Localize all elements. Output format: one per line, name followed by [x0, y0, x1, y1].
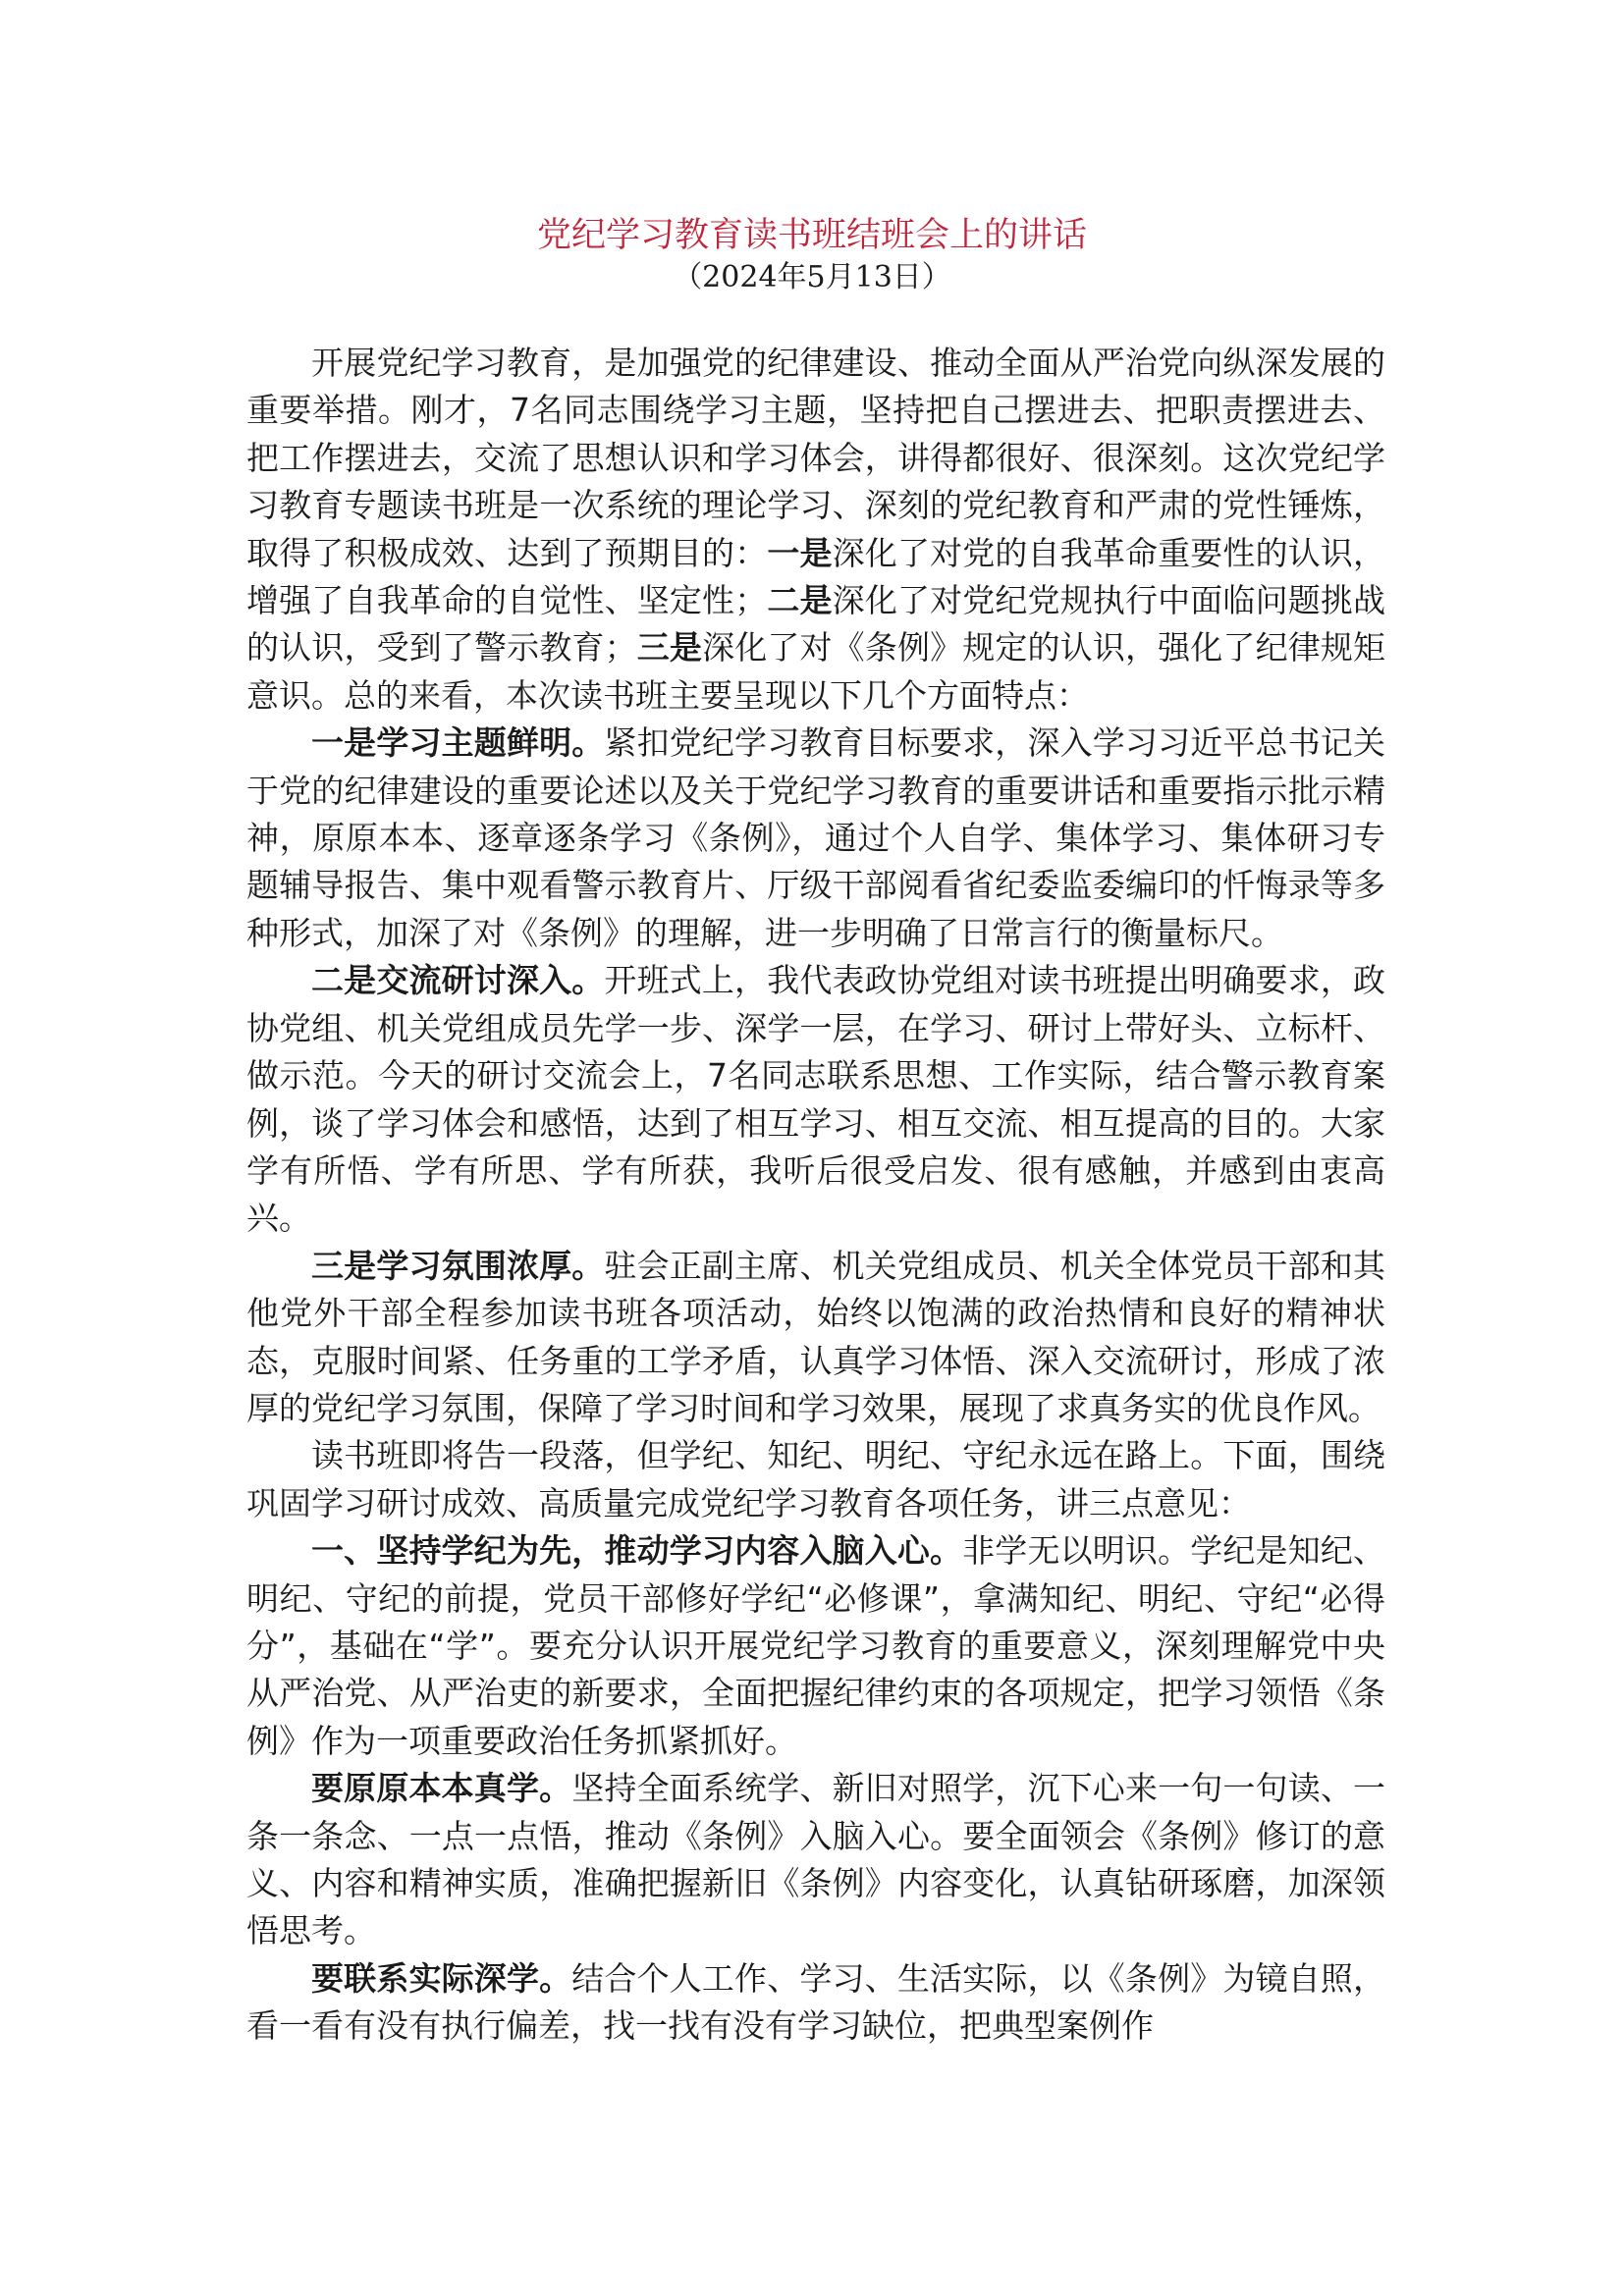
paragraph [246, 1955, 1385, 2051]
paragraph [246, 1243, 1385, 1433]
paragraph-text: 读书班即将告一段落，但学纪、知纪、明纪、守纪永远在路上。下面，围绕巩固学习研讨成效、高质量完成党纪学习教育各项任务，讲三点意见： [246, 1436, 1385, 1522]
bold-lead-text: 要联系实际深学。 [311, 1958, 572, 1998]
bold-lead-text: 二是交流研讨深入。 [311, 961, 605, 1000]
bold-lead-text: 二是 [767, 581, 833, 620]
paragraph [246, 957, 1385, 1242]
paragraph [246, 720, 1385, 957]
paragraph-text: 深化了对党的自我革命重要性的认识，增强了自我革命的自觉性、坚定性； [246, 533, 1386, 620]
paragraph-text: 深化了对党纪党规执行中面临问题挑战的认识，受到了警示教育； [246, 581, 1386, 667]
paragraph-text: 紧扣党纪学习教育目标要求，深入学习习近平总书记关于党的纪律建设的重要论述以及关于党纪学习教育的重要讲话和重要指示批示精神，原原本本、逐章逐条学习《条例》，通过个人自学、集体学习、集体研习专题辅导报告、集中观看警示教育片、厅级干部阅看省纪委监委编印的忏悔录等多种形式，加深了对《条例》的理解，进一步明确了日常言行的衡量标尺。 [246, 723, 1385, 952]
bold-lead-text: 要原原本本真学。 [311, 1769, 572, 1808]
paragraph-text: 驻会正副主席、机关党组成员、机关全体党员干部和其他党外干部全程参加读书班各项活动，始终以饱满的政治热情和良好的精神状态，克服时间紧、任务重的工学矛盾，认真学习体悟、深入交流研讨，形成了浓厚的党纪学习氛围，保障了学习时间和学习效果，展现了求真务实的优良作风。 [246, 1246, 1385, 1427]
paragraph [246, 1527, 1385, 1765]
document-title: 党纪学习教育读书班结班会上的讲话 [536, 216, 1087, 255]
paragraph-text: 开展党纪学习教育，是加强党的纪律建设、推动全面从严治党向纵深发展的重要举措。刚才，7名同志围绕学习主题，坚持把自己摆进去、把职责摆进去、把工作摆进去，交流了思想认识和学习体会，讲得都很好、很深刻。这次党纪学习教育专题读书班是一次系统的理论学习、深刻的党纪教育和严肃的党性锤炼，取得了积极成效、达到了预期目的： [246, 344, 1385, 572]
bold-lead-text: 一是学习主题鲜明。 [311, 723, 605, 763]
bold-lead-text: 三是 [636, 628, 703, 667]
document-body [246, 340, 1385, 2051]
paragraph [246, 340, 1385, 720]
paragraph [246, 1432, 1385, 1527]
document-date: （2024年5月13日） [673, 260, 951, 294]
bold-lead-text: 三是学习氛围浓厚。 [311, 1246, 605, 1285]
bold-lead-text: 一、坚持学纪为先，推动学习内容入脑入心。 [311, 1531, 963, 1571]
paragraph-text: 结合个人工作、学习、生活实际，以《条例》为镜自照，看一看有没有执行偏差，找一找有没有学习缺位，把典型案例作 [246, 1958, 1385, 2046]
paragraph-text: 坚持全面系统学、新旧对照学，沉下心来一句一句读、一条一条念、一点一点悟，推动《条例》入脑入心。要全面领会《条例》修订的意义、内容和精神实质，准确把握新旧《条例》内容变化，认真钻研琢磨，加深领悟思考。 [246, 1769, 1385, 1950]
paragraph-text: 开班式上，我代表政协党组对读书班提出明确要求，政协党组、机关党组成员先学一步、深学一层，在学习、研讨上带好头、立标杆、做示范。今天的研讨交流会上，7名同志联系思想、工作实际，结合警示教育案例，谈了学习体会和感悟，达到了相互学习、相互交流、相互提高的目的。大家学有所悟、学有所思、学有所获，我听后很受启发、很有感触，并感到由衷高兴。 [246, 961, 1385, 1238]
paragraph [246, 1765, 1385, 1955]
paragraph-text: 非学无以明识。学纪是知纪、明纪、守纪的前提，党员干部修好学纪“必修课”，拿满知纪、明纪、守纪“必得分”，基础在“学”。要充分认识开展党纪学习教育的重要意义，深刻理解党中央从严治党、从严治吏的新要求，全面把握纪律约束的各项规定，把学习领悟《条例》作为一项重要政治任务抓紧抓好。 [246, 1531, 1385, 1760]
paragraph-text: 深化了对《条例》规定的认识，强化了纪律规矩意识。总的来看，本次读书班主要呈现以下几个方面特点： [246, 628, 1386, 715]
bold-lead-text: 一是 [767, 533, 833, 572]
